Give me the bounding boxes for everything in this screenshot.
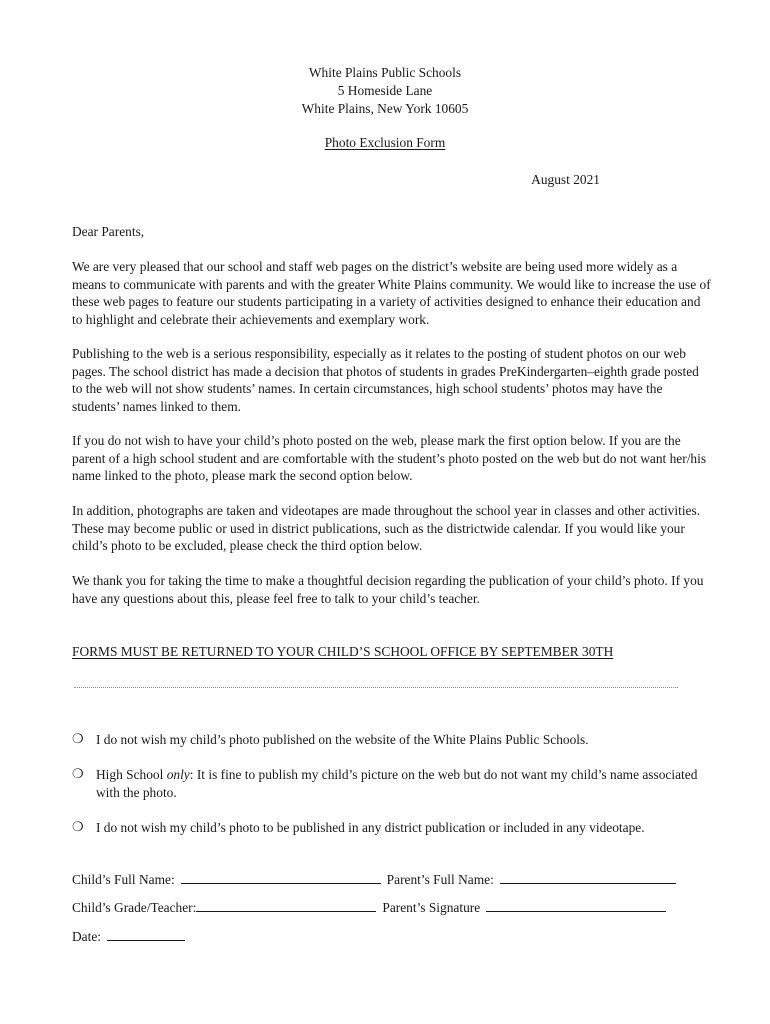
parent-signature-field[interactable] — [486, 898, 666, 912]
grade-signature-row — [72, 898, 666, 917]
paragraph-thanks: We thank you for taking the time to make a thoughtful decision regarding the publication of your child’s photo. If you have any questions about this, please feel free to talk to your child’s teacher. — [72, 573, 704, 606]
letterhead — [0, 64, 770, 118]
letter-date: August 2021 — [531, 172, 600, 187]
option-no-publication[interactable] — [72, 819, 712, 837]
child-name-field[interactable] — [181, 870, 381, 884]
option-no-publication-label: I do not wish my child’s photo to be published in any district publication or included in any videotape. — [96, 820, 645, 835]
paragraph-web-options: If you do not wish to have your child’s photo posted on the web, please mark the first option below. If you are the parent of a high school student and are comfortable with the student’s photo posted on the web but do not want her/his name linked to the photo, please mark the second option below. — [72, 433, 707, 484]
child-grade-field[interactable] — [196, 898, 376, 912]
option-high-school-label — [96, 766, 712, 801]
child-grade-label: Child’s Grade/Teacher: — [72, 900, 197, 915]
paragraph-responsibility: Publishing to the web is a serious responsibility, especially as it relates to the posting of student photos on our web pages. The school district has made a decision that photos of students in grades PreKindergarten–eighth grade posted to the web will not show students’ names. In certain circumstances, high school students’ photos may have the students’ names linked to them. — [72, 346, 699, 414]
street-address: 5 Homeside Lane — [337, 83, 433, 98]
deadline-notice: FORMS MUST BE RETURNED TO YOUR CHILD’S SCHOOL OFFICE BY SEPTEMBER 30TH — [72, 644, 614, 659]
option-circle-icon[interactable]: ❍ — [72, 732, 84, 747]
date-field[interactable] — [107, 927, 185, 941]
name-fields-row — [72, 870, 676, 889]
option-high-school-rest: : It is fine to publish my child’s picture on the web but do not want my child’s name associated with the photo. — [96, 767, 698, 800]
option-circle-icon[interactable]: ❍ — [72, 767, 84, 782]
option-circle-icon[interactable]: ❍ — [72, 820, 84, 835]
option-high-school-emphasis: only — [166, 767, 190, 782]
option-no-web-photo-label: I do not wish my child’s photo published on the website of the White Plains Public Schools. — [96, 732, 589, 747]
paragraph-publications: In addition, photographs are taken and videotapes are made throughout the school year in classes and other activities. These may become public or used in district publications, such as the districtwide calendar. If you would like your child’s photo to be excluded, please check the third option below. — [72, 503, 701, 554]
parent-signature-label: Parent’s Signature — [382, 900, 481, 915]
dotted-divider — [74, 687, 678, 688]
district-name: White Plains Public Schools — [308, 65, 462, 80]
date-label: Date: — [72, 929, 101, 944]
form-title: Photo Exclusion Form — [324, 135, 446, 150]
deadline-notice-wrap — [72, 643, 712, 661]
form-title-wrap — [0, 134, 770, 152]
option-high-school-no-name[interactable] — [72, 766, 712, 801]
city-state-zip: White Plains, New York 10605 — [301, 101, 469, 116]
parent-name-label: Parent’s Full Name: — [386, 872, 494, 887]
option-no-web-photo[interactable] — [72, 731, 712, 749]
date-row — [72, 927, 185, 946]
salutation: Dear Parents, — [72, 224, 145, 239]
child-name-label: Child’s Full Name: — [72, 872, 175, 887]
option-high-school-prefix: High School — [96, 767, 167, 782]
paragraph-intro: We are very pleased that our school and staff web pages on the district’s website are being used more widely as a means to communicate with parents and with the greater White Plains community. We would like to increase the use of these web pages to feature our students participating in a variety of activities designed to enhance their education and to highlight and celebrate their achievements and exemplary work. — [72, 259, 711, 327]
parent-name-field[interactable] — [500, 870, 676, 884]
